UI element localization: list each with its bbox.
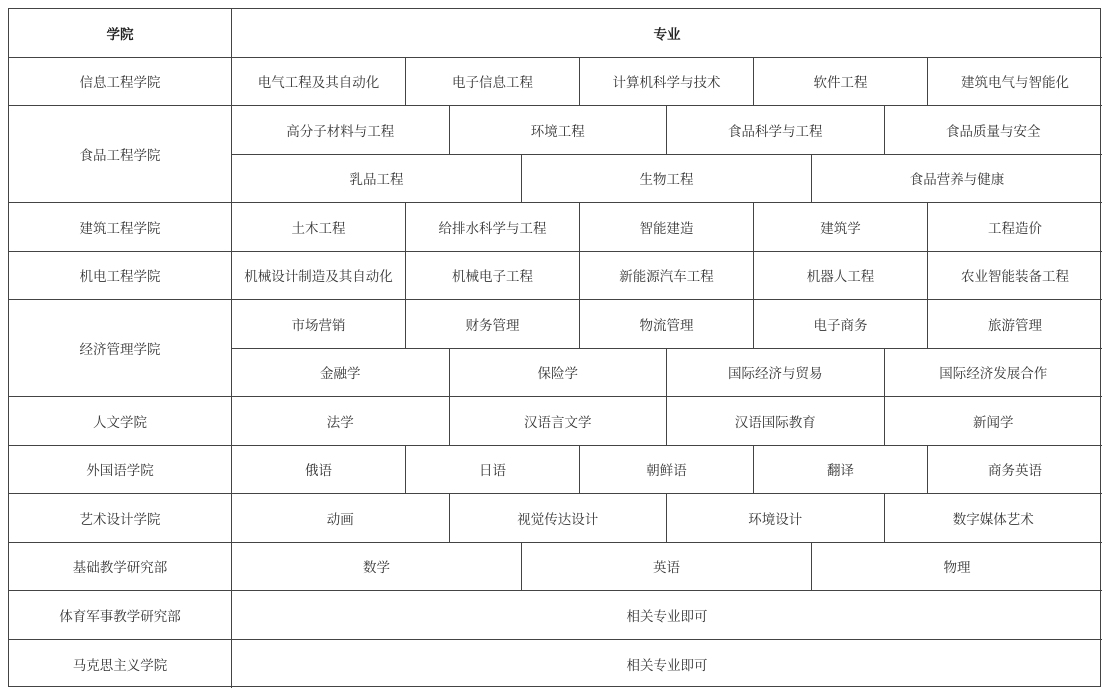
major-cell: 汉语国际教育	[667, 397, 885, 446]
major-cell: 翻译	[754, 446, 928, 495]
major-cell: 乳品工程	[232, 155, 522, 204]
major-cell: 机械电子工程	[406, 252, 580, 301]
major-cell: 电子商务	[754, 300, 928, 349]
major-cell: 相关专业即可	[626, 657, 708, 674]
major-cell: 动画	[232, 494, 450, 543]
major-cell: 旅游管理	[928, 300, 1102, 349]
major-cell: 机械设计制造及其自动化	[232, 252, 406, 301]
major-cell: 工程造价	[928, 203, 1102, 252]
major-cell: 法学	[232, 397, 450, 446]
major-cell: 市场营销	[232, 300, 406, 349]
major-cell: 食品科学与工程	[667, 106, 885, 155]
major-cell: 金融学	[232, 349, 450, 398]
major-cell: 朝鲜语	[580, 446, 754, 495]
majors-table	[8, 8, 1101, 687]
major-cell: 农业智能装备工程	[928, 252, 1102, 301]
major-cell: 物理	[812, 543, 1102, 592]
major-cell: 环境设计	[667, 494, 885, 543]
college-name: 艺术设计学院	[9, 494, 232, 543]
header-college: 学院	[9, 9, 232, 58]
major-cell: 环境工程	[450, 106, 668, 155]
major-cell: 数学	[232, 543, 522, 592]
major-cell: 汉语言文学	[450, 397, 668, 446]
college-name: 外国语学院	[9, 446, 232, 495]
major-cell: 相关专业即可	[232, 591, 1102, 640]
major-cell: 英语	[522, 543, 812, 592]
major-cell: 物流管理	[580, 300, 754, 349]
major-cell: 财务管理	[406, 300, 580, 349]
college-name: 马克思主义学院	[9, 640, 232, 689]
college-name: 体育军事教学研究部	[9, 591, 232, 640]
major-cell: 国际经济发展合作	[885, 349, 1103, 398]
major-cell: 软件工程	[754, 58, 928, 107]
major-cell: 数字媒体艺术	[885, 494, 1103, 543]
college-name: 信息工程学院	[9, 58, 232, 107]
major-cell: 俄语	[232, 446, 406, 495]
major-cell: 日语	[406, 446, 580, 495]
college-name: 人文学院	[9, 397, 232, 446]
major-cell: 商务英语	[928, 446, 1102, 495]
major-cell: 电子信息工程	[406, 58, 580, 107]
college-name: 经济管理学院	[9, 300, 232, 397]
major-cell: 机器人工程	[754, 252, 928, 301]
major-cell: 国际经济与贸易	[667, 349, 885, 398]
header-major: 专业	[232, 9, 1102, 58]
major-cell: 建筑学	[754, 203, 928, 252]
major-cell: 保险学	[450, 349, 668, 398]
college-name: 基础教学研究部	[9, 543, 232, 592]
college-name: 机电工程学院	[9, 252, 232, 301]
major-cell: 新能源汽车工程	[580, 252, 754, 301]
major-cell: 新闻学	[885, 397, 1103, 446]
major-cell: 高分子材料与工程	[232, 106, 450, 155]
major-cell: 智能建造	[580, 203, 754, 252]
major-cell: 建筑电气与智能化	[928, 58, 1102, 107]
major-cell: 土木工程	[232, 203, 406, 252]
major-cell: 给排水科学与工程	[406, 203, 580, 252]
major-cell: 生物工程	[522, 155, 812, 204]
major-cell: 计算机科学与技术	[580, 58, 754, 107]
major-cell: 电气工程及其自动化	[232, 58, 406, 107]
major-cell: 视觉传达设计	[450, 494, 668, 543]
major-cell: 食品质量与安全	[885, 106, 1103, 155]
college-name: 建筑工程学院	[9, 203, 232, 252]
college-name: 食品工程学院	[9, 106, 232, 203]
major-cell: 食品营养与健康	[812, 155, 1102, 204]
